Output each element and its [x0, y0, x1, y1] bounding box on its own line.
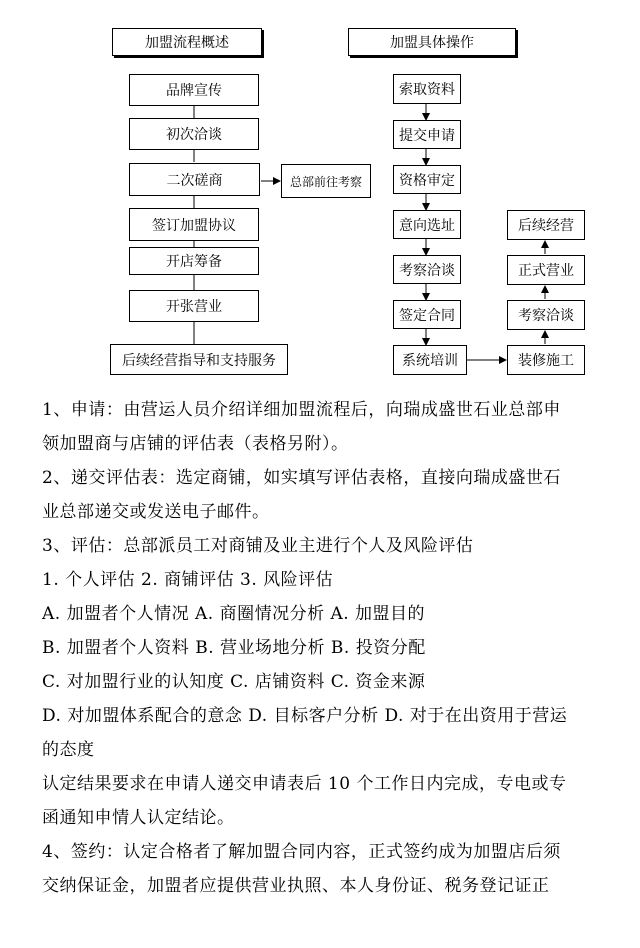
step-brand-promotion: 品牌宣传 [129, 74, 259, 106]
text-line: 函通知申情人认定结论。 [42, 808, 235, 828]
text-line: 交纳保证金，加盟者应提供营业执照、本人身份证、税务登记证正 [42, 876, 550, 896]
step-inspection-talk-2: 考察洽谈 [507, 300, 585, 330]
text-line: 的态度 [42, 740, 95, 760]
step-grand-opening: 开张营业 [129, 290, 259, 322]
step-official-business: 正式营业 [507, 255, 585, 285]
step-second-negotiation: 二次磋商 [129, 163, 260, 196]
step-continued-operation: 后续经营 [507, 210, 585, 240]
step-store-preparation: 开店筹备 [129, 247, 259, 275]
step-sign-agreement: 签订加盟协议 [129, 208, 259, 241]
text-line: 认定结果要求在申请人递交申请表后 10 个工作日内完成，专电或专 [42, 774, 567, 794]
step-site-selection: 意向选址 [393, 210, 461, 239]
step-first-talk: 初次洽谈 [129, 118, 259, 150]
text-line: 业总部递交或发送电子邮件。 [42, 502, 270, 522]
text-line: B. 加盟者个人资料 B. 营业场地分析 B. 投资分配 [42, 638, 426, 658]
text-line: 领加盟商与店铺的评估表（表格另附）。 [42, 434, 349, 454]
side-note-hq-inspection: 总部前往考察 [281, 164, 371, 198]
step-submit-application: 提交申请 [393, 120, 461, 149]
text-line: A. 加盟者个人情况 A. 商圈情况分析 A. 加盟目的 [42, 604, 426, 624]
text-line: 4、签约：认定合格者了解加盟合同内容，正式签约成为加盟店后须 [42, 842, 561, 862]
text-line: 3、评估：总部派员工对商铺及业主进行个人及风险评估 [42, 536, 474, 556]
text-line: 1、申请：由营运人员介绍详细加盟流程后，向瑞成盛世石业总部申 [42, 400, 561, 420]
step-sign-contract: 签定合同 [393, 300, 461, 329]
text-line: 1. 个人评估 2. 商铺评估 3. 风险评估 [42, 570, 334, 590]
step-system-training: 系统培训 [393, 345, 467, 375]
text-line: 2、递交评估表：选定商铺，如实填写评估表格，直接向瑞成盛世石 [42, 468, 561, 488]
right-header-box: 加盟具体操作 [348, 28, 516, 56]
left-header-box: 加盟流程概述 [112, 28, 262, 56]
text-line: C. 对加盟行业的认知度 C. 店铺资料 C. 资金来源 [42, 672, 426, 692]
step-qualification-review: 资格审定 [393, 165, 461, 194]
step-inspection-talk: 考察洽谈 [393, 255, 461, 284]
step-decoration: 装修施工 [507, 345, 585, 375]
step-followup-support: 后续经营指导和支持服务 [110, 344, 288, 375]
step-request-materials: 索取资料 [393, 74, 461, 104]
body-text [42, 393, 612, 903]
text-line: D. 对加盟体系配合的意念 D. 目标客户分析 D. 对于在出资用于营运 [42, 706, 568, 726]
